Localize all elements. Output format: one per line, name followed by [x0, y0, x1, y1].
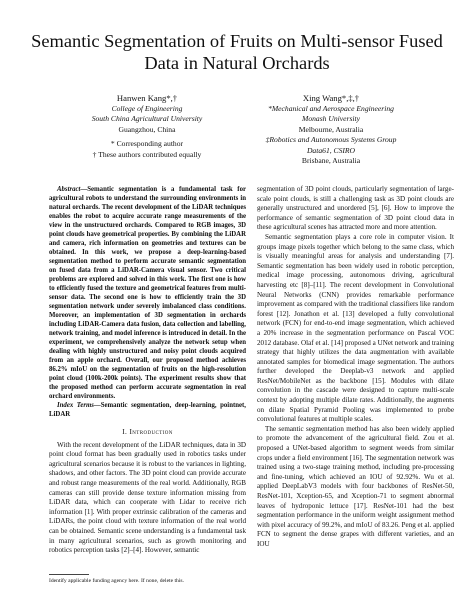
author-note: * Corresponding author: [110, 139, 184, 149]
author-affiliation: *Mechanical and Aerospace Engineering: [268, 104, 394, 113]
footnote-rule: [49, 574, 89, 575]
author-affiliation: Data61, CSIRO: [306, 145, 356, 155]
right-column: [257, 185, 454, 550]
index-terms-label: Index Terms: [57, 402, 94, 409]
left-column: [49, 185, 246, 556]
author-location: Melbourne, Australia: [298, 124, 364, 134]
body-paragraph: segmentation of 3D point clouds, particularly segmentation of large-scale point clouds, is still a challenging task as 3D point clouds are generally unstructured and unordered [5], [6]. How to improve the performance of semantic segmentation of 3D point cloud data in these agricultural scenes has attracted more and more attention.: [257, 185, 454, 232]
abstract: [49, 185, 246, 401]
author-affiliation: College of Engineering: [111, 104, 183, 113]
body-paragraph: The semantic segmentation method has also been widely applied to promote the advancement of the agricultural field. Zou et al. proposed a UNet-based algorithm to segment weeds from similar crops under a field environment [16]. The segmentation network was trained using a two-stage training method, including pre-processing and fine-tuning, which achieved an IOU of 92.92%. Wu et al. applied DeepLabV3 models with four backbones of ResNet-50, ResNet-101, Xception-65, and Xception-71 to segment abnormal leaves of hydroponic lettuce [17]. ResNet-101 had the best segmentation performance in the uniform weight assignment method with pixel accuracy of 99.2%, and mIoU of 83.26. Peng et al. applied FCN to segment the dense grapes with different varieties, and an IOU: [257, 424, 454, 548]
index-terms: [49, 401, 246, 419]
author-affiliation: Monash University: [302, 114, 360, 124]
author-name: Hanwen Kang*,†: [116, 93, 178, 103]
author-block-1: [58, 93, 236, 160]
abstract-text: —Semantic segmentation is a fundamental task for agricultural robots to understand the surrounding environments in natural orchards. The recent development of the LiDAR techniques enables the robot to acquire accurate range measurements of the view in the unstructured orchards. Compared to RGB images, 3D point clouds have geometrical properties. By combining the LiDAR and camera, rich information on geometries and textures can be obtained. In this work, we propose a deep-learning-based segmentation method to perform accurate semantic segmentation on fused data from a LiDAR-Camera visual sensor. Two critical problems are explored and solved in this work. The first one is how to efficiently fused the texture and geometrical features from multi-sensor data. The second one is how to efficiently train the 3D segmentation network under severely imbalanced class conditions. Moreover, an implementation of 3D segmentation in orchards including LiDAR-Camera data fusion, data collection and labelling, network training, and model inference is introduced in detail. In the experiment, we comprehensively analyze the network setup when dealing with highly unstructured and noisy point clouds acquired from an apple orchard. Overall, our proposed method achieves 86.2% mIoU on the segmentation of fruits on the high-resolution point cloud (100k-200k points). The experiment results show that the proposed method can perform accurate segmentation in real orchard environments.: [49, 186, 246, 400]
index-terms-text: —Semantic segmentation, deep-learning, pointnet, LiDAR: [49, 402, 246, 418]
author-note: † These authors contributed equally: [92, 149, 202, 159]
intro-paragraph: With the recent development of the LiDAR techniques, data in 3D point cloud format has been gradually used in robotics tasks under agricultural scenarios because it is robust to the variances in lighting, shadows, and other factors. The 3D point cloud can provide accurate and robust range measurements of the real world. Additionally, RGB cameras can still provide dense texture information missing from LiDAR data, which can cooperate with Lidar to receive rich information [1]. With proper extrinsic calibration of the cameras and LiDARs, the point cloud with texture information of the real world can be obtained. Semantic scene understanding is a fundamental task in many agricultural scenarios, such as growth monitoring and robotics perception tasks [2]–[4]. However, semantic: [49, 440, 246, 555]
author-location: Guangzhou, China: [118, 124, 176, 134]
section-heading: I. Introduction: [122, 427, 173, 436]
body-paragraph: Semantic segmentation plays a core role in computer vision. It groups image pixels together which belong to the same class, which is visually meaningful areas for analysis and understanding [7]. Semantic segmentation has been widely used in robotic perception, medical image processing, autonomous driving, agricultural harvesting etc [8]–[11]. The recent development in Convolutional Neural Networks (CNN) provides remarkable performance improvement as compared with the traditional classifiers like random forest [12]. Jonathon et al. [13] developed a fully convolutional network (FCN) for end-to-end image segmentation, which achieved a 20% increase in the segmentation performance on Pascal VOC 2012 database. Olaf et al. [14] proposed a UNet network and training strategy that highly utilizes the data augmentation with available annotated samples for biomedical image segmentation. The authors further developed the Deeplab-v3 network and applied ResNet/MobileNet as the backbone [15]. Modules with dilate convolution in the cascade were designed to capture multi-scale context by adopting multiple dilate rates. Additionally, the augments on dilate Spatial Pyramid Pooling was implemented to probe convolutional features at multiple scales.: [257, 232, 454, 424]
author-affiliation: ‡Robotics and Autonomous Systems Group: [265, 135, 397, 145]
abstract-label: Abstract: [57, 186, 81, 193]
funding-footnote: Identify applicable funding agency here. If none, delete this.: [49, 578, 184, 584]
author-location: Brisbane, Australia: [301, 156, 361, 166]
author-block-2: [242, 93, 420, 166]
paper-title: Semantic Segmentation of Fruits on Multi-sensor Fused Data in Natural Orchards: [31, 31, 443, 73]
author-name: Xing Wang*,‡,†: [302, 93, 360, 103]
author-affiliation: South China Agricultural University: [91, 114, 203, 124]
